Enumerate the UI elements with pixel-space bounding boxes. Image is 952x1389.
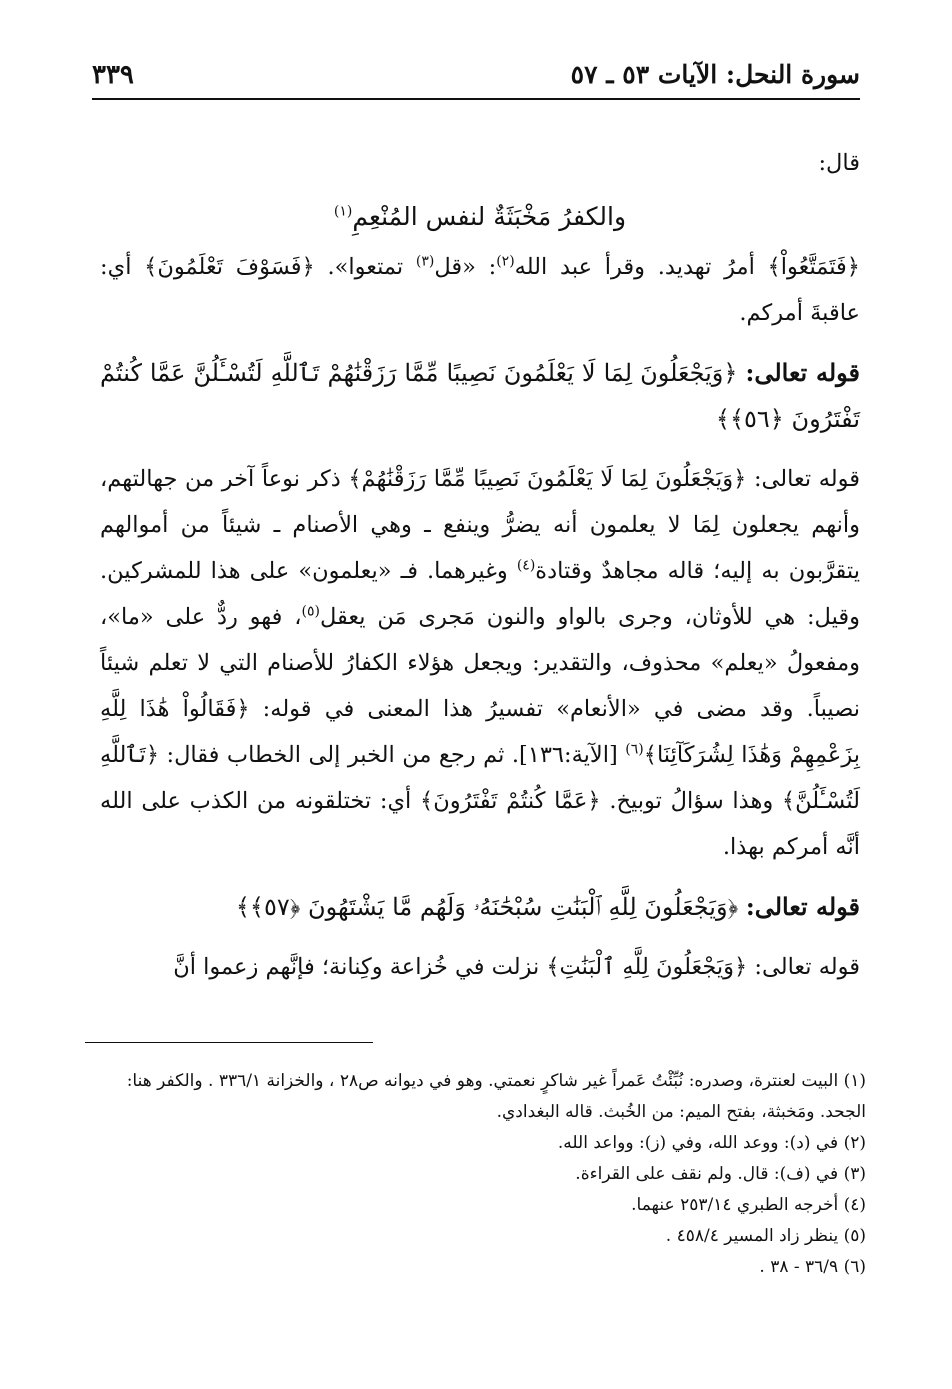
verse-56-heading [100,350,860,442]
verse-56-text: ﴿وَيَجْعَلُونَ لِمَا لَا يَعْلَمُونَ نَصِيبًا مِّمَّا رَزَقْنَٰهُمْ تَٱللَّهِ لَتُسْـَٔلُنَّ عَمَّا كُنتُمْ تَفْتَرُونَ ﴿٥٦﴾﴾ [100,359,860,433]
footnote-ref-4: (٤) [516,557,536,574]
footnote-3: (٣) في (ف): قال. ولم نقف على القراءة. [575,1164,866,1184]
verse-label: قوله تعالى: [745,892,860,921]
verse-label: قوله تعالى: [745,358,860,387]
verse-57-text: ﴿وَيَجْعَلُونَ لِلَّهِ ٱلْبَنَٰتِ سُبْحَٰنَهُۥ وَلَهُم مَّا يَشْتَهُونَ ﴿٥٧﴾﴾ [235,893,739,921]
page-number: ٣٣٩ [92,60,134,90]
footnote-ref-3: (٣) [415,253,435,270]
paragraph-1: ﴿فَتَمَتَّعُواْ﴾ أمرُ تهديد. وقرأ عبد الله$^{(٢)}$: «قل$^{(٣)}$ تمتعوا». ﴿فَسَوْفَ تَعْلَمُونَ﴾ أي: عاقبةَ أمركم. [100,253,860,326]
footnotes [80,1066,866,1283]
page-header [92,58,860,100]
footnote-ref-2: (٢) [496,253,515,270]
footnote-ref-1: (١) [333,203,353,220]
footnote-divider [85,1042,373,1043]
footnote-1: (١) البيت لعنترة، وصدره: نُبِّئْتُ عَمراً غير شاكرٍ نعمتي. وهو في ديوانه ص٢٨ ، والخزانة ٣٣٦/١ . والكفر هنا: الجحد. ومَخبثة، بفتح الميم: من الخُبث. قاله البغدادي. [126,1071,866,1122]
footnote-ref-5: (٥) [301,603,320,620]
footnote-ref-6: (٦) [625,741,644,758]
paragraph-3: قوله تعالى: ﴿وَيَجْعَلُونَ لِلَّهِ ٱلْبَنَٰتِ﴾ نزلت في خُزاعة وكِنانة؛ فإنَّهم زعموا أنَّ [173,954,860,980]
footnote-5: (٥) ينظر زاد المسير ٤٥٨/٤ . [665,1226,866,1246]
poem-text: والكفرُ مَخْبَثَةٌ لنفس المُنْعِمِ [352,202,627,231]
qala-line: قال: [818,150,860,176]
footnote-6: (٦) ٣٦/٩ - ٣٨ . [759,1257,866,1277]
running-title: سورة النحل: الآيات ٥٣ ـ ٥٧ [570,60,860,89]
verse-57-heading [100,884,860,930]
main-text [100,140,860,990]
poem-verse [100,194,860,240]
footnote-2: (٢) في (د): ووعد الله، وفي (ز): وواعد الله. [557,1133,866,1153]
paragraph-2: قوله تعالى: ﴿وَيَجْعَلُونَ لِمَا لَا يَعْلَمُونَ نَصِيبًا مِّمَّا رَزَقْنَٰهُمْ﴾ ذكر نوعاً آخر من جهالتهم، وأنهم يجعلون لِمَا لا يعلمون أنه يضرُّ وينفع ـ وهي الأصنام ـ شيئاً من أموالهم يتقرَّبون به إليه؛ قاله مجاهدٌ وقتادة$^{(٤)}$ وغيرهما. فـ «يعلمون» على هذا للمشركين. وقيل: هي للأوثان، وجرى بالواو والنون مَجرى مَن يعقل$^{(٥)}$، فهو ردٌّ على «ما»، ومفعولُ «يعلم» محذوف، والتقدير: ويجعل هؤلاء الكفارُ للأصنام التي لا تعلم شيئاً نصيباً. وقد مضى في «الأنعام» تفسيرُ هذا المعنى في قوله: ﴿فَقَالُواْ هَٰذَا لِلَّهِ بِزَعْمِهِمْ وَهَٰذَا لِشُرَكَآئِنَا﴾$^{(٦)}$ [الآية:١٣٦]. ثم رجع من الخبر إلى الخطاب فقال: ﴿تَٱللَّهِ لَتُسْـَٔلُنَّ﴾ وهذا سؤالُ توبيخ. ﴿عَمَّا كُنتُمْ تَفْتَرُونَ﴾ أي: تختلقونه من الكذب على الله أنَّه أمركم بهذا. [100,466,860,860]
footnote-4: (٤) أخرجه الطبري ٢٥٣/١٤ عنهما. [631,1195,866,1215]
